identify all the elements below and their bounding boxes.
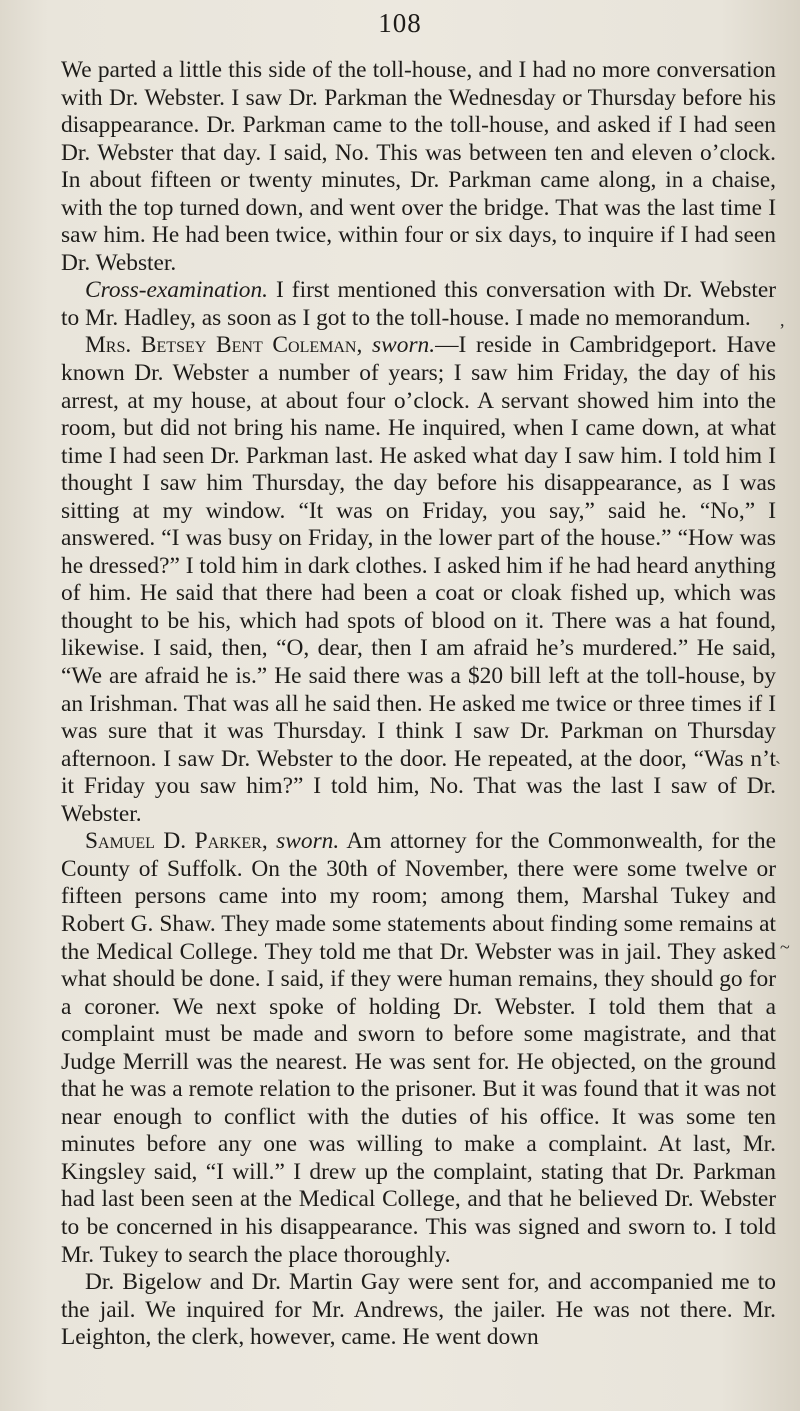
- cross-examination-label: Cross-examination.: [85, 277, 269, 304]
- parker-testimony-text: Am attorney for the Commonwealth, for the County of Suffolk. On the 30th of November, there were some twelve or fifteen persons came into my room; among them, Marshal Tukey and Robert G. Shaw. They made some statements about finding some remains at the Medical College. They told me that Dr. Webster was in jail. They asked what should be done. I said, if they were human remains, they should go for a coroner. We next spoke of holding Dr. Webster. I told them that a complaint must be made and sworn to before some magistrate, and that Judge Merrill was the nearest. He was sent for. He objected, on the ground that he was a remote relation to the prisoner. But it was found that it was not near enough to conflict with the duties of his office. It was some ten minutes before any one was willing to make a complaint. At last, Mr. Kingsley said, “I will.” I drew up the complaint, stating that Dr. Parkman had last been seen at the Medical College, and that he believed Dr. Webster to be concerned in his disappearance. This was signed and sworn to. I told Mr. Tukey to search the place thoroughly.: [61, 828, 776, 1268]
- margin-mark: ,: [780, 310, 785, 330]
- paragraph-cross-examination: [61, 277, 776, 332]
- sworn-label-parker: sworn.: [267, 828, 340, 855]
- paragraph-jail-visit: Dr. Bigelow and Dr. Martin Gay were sent for, and accompanied me to the jail. We inquired for Mr. Andrews, the jailer. He was not there. Mr. Leighton, the clerk, however, came. He went down: [61, 1269, 776, 1351]
- sworn-label-coleman: sworn.: [362, 332, 436, 359]
- paragraph-parker-testimony: [61, 828, 776, 1269]
- body-text: [61, 57, 776, 1352]
- cross-examination-text: I first mentioned this conversation with Dr. Webster to Mr. Hadley, as soon as I got to the toll-house. I made no memorandum.: [61, 277, 776, 331]
- paragraph-coleman-testimony: [61, 332, 776, 828]
- margin-mark: `: [775, 758, 781, 778]
- page-number: 108: [378, 8, 422, 38]
- witness-name-coleman: Mrs. Betsey Bent Coleman,: [85, 332, 363, 359]
- margin-mark: ~: [780, 937, 790, 957]
- paragraph-toll-house: We parted a little this side of the toll-house, and I had no more conversation with Dr. Webster. I saw Dr. Parkman the Wednesday or Thursday before his disappearance. Dr. Parkman came to the toll-house, and asked if I had seen Dr. Webster that day. I said, No. This was between ten and eleven o’clock. In about fifteen or twenty minutes, Dr. Parkman came along, in a chaise, with the top turned down, and went over the bridge. That was the last time I saw him. He had been twice, within four or six days, to inquire if I had seen Dr. Webster.: [61, 57, 776, 276]
- coleman-testimony-text: —I reside in Cambridgeport. Have known Dr. Webster a number of years; I saw him Friday, the day of his arrest, at my house, at about four o’clock. A servant showed him into the room, but did not bring his name. He inquired, when I came down, at what time I had seen Dr. Parkman last. He asked what day I saw him. I told him I thought I saw him Thursday, the day before his disappearance, as I was sitting at my window. “It was on Friday, you say,” said he. “No,” I answered. “I was busy on Friday, in the lower part of the house.” “How was he dressed?” I told him in dark clothes. I asked him if he had heard anything of him. He said that there had been a coat or cloak fished up, which was thought to be his, which had spots of blood on it. There was a hat found, likewise. I said, then, “O, dear, then I am afraid he’s murdered.” He said, “We are afraid he is.” He said there was a $20 bill left at the toll-house, by an Irishman. That was all he said then. He asked me twice or three times if I was sure that it was Thursday. I think I saw Dr. Parkman on Thursday afternoon. I saw Dr. Webster to the door. He repeated, at the door, “Was n’t it Friday you saw him?” I told him, No. That was the last I saw of Dr. Webster.: [61, 332, 776, 827]
- witness-name-parker: Samuel D. Parker,: [85, 828, 268, 855]
